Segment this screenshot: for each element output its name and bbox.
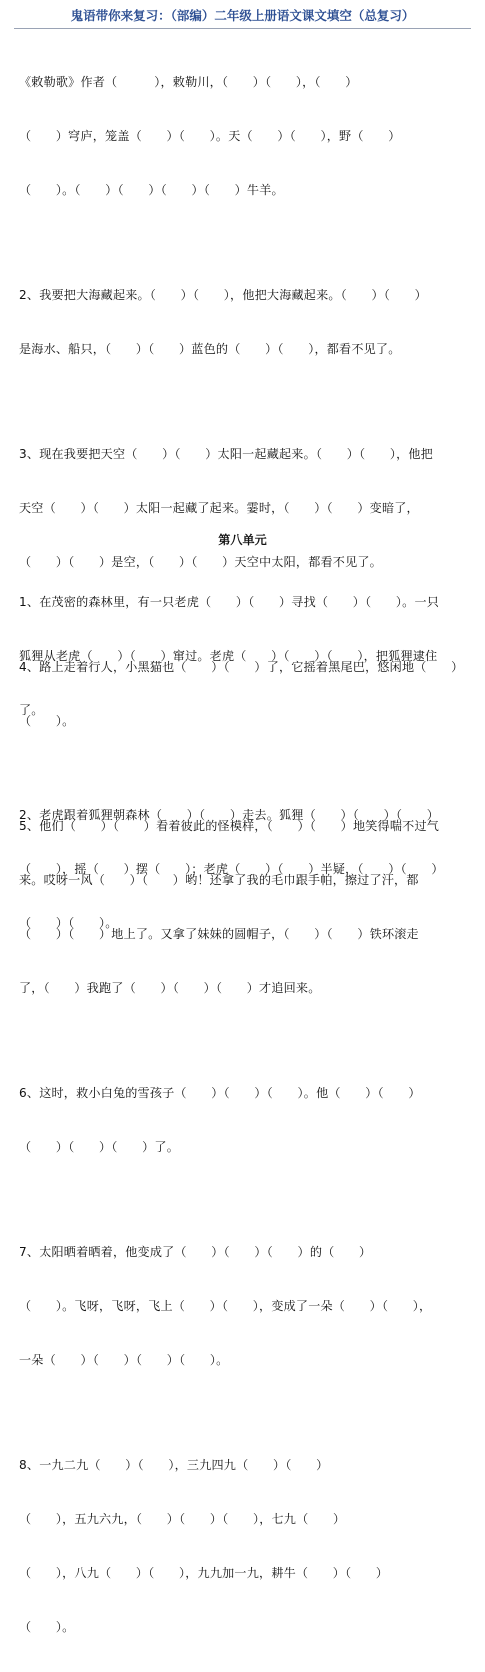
exercise-line: 2、老虎跟着狐狸朝森林（ ）（ ）走去。狐狸（ ）（ ）（ ）	[19, 808, 440, 822]
section-title: 第八单元	[218, 533, 267, 547]
exercise-line: （ ）（ ）（ ）了。	[19, 1140, 180, 1154]
exercise-line: 《敕勒歌》作者（ ），敕勒川，（ ）（ ），（ ）	[19, 75, 358, 89]
exercise-line: 了，（ ）我跑了（ ）（ ）（ ）才追回来。	[19, 981, 321, 995]
exercise-item-2	[19, 250, 469, 394]
exercise-line: （ ）（ ）地上了。又拿了妹妹的圆帽子，（ ）（ ）铁环滚走	[19, 927, 419, 941]
exercise-line: （ ），摇（ ）摆（ ）；老虎（ ）（ ）半疑，（ ）（ ）	[19, 862, 444, 876]
section-exercise-item-1	[19, 557, 469, 755]
exercise-line: （ ）。	[19, 1620, 75, 1634]
exercise-line: （ ）（ ）是空，（ ）（ ）天空中太阳，都看不见了。	[19, 555, 382, 569]
exercise-line: （ ）穹庐，笼盖（ ）（ ）。天（ ）（ ），野（ ）	[19, 129, 401, 143]
exercise-line: （ ）。	[19, 714, 75, 728]
exercise-line: 是海水、船只，（ ）（ ）蓝色的（ ）（ ），都看不见了。	[19, 342, 401, 356]
exercise-line: 4、路上走着行人，小黑猫也（ ）（ ）了，它摇着黑尾巴，悠闲地（ ）	[19, 660, 464, 674]
exercise-line: 1、在茂密的森林里，有一只老虎（ ）（ ）寻找（ ）（ ）。一只	[19, 595, 440, 609]
exercise-line: （ ）。飞呀，飞呀，飞上（ ）（ ），变成了一朵（ ）（ ），	[19, 1299, 432, 1313]
exercise-line: 7、太阳晒着晒着，他变成了（ ）（ ）（ ）的（ ）	[19, 1245, 372, 1259]
exercise-line: 了。	[19, 703, 44, 717]
document-header-title: 鬼语带你来复习：（部编）二年级上册语文课文填空（总复习）	[70, 8, 415, 23]
exercise-item-1	[19, 37, 469, 235]
header-divider	[14, 28, 471, 29]
exercise-item-7	[19, 1207, 469, 1405]
exercise-line: 8、一九二九（ ）（ ），三九四九（ ）（ ）	[19, 1458, 329, 1472]
exercise-line: 狐狸从老虎（ ）（ ）窜过。老虎（ ）（ ）（ ），把狐狸逮住	[19, 649, 438, 663]
exercise-line: 3、现在我要把天空（ ）（ ）太阳一起藏起来。（ ）（ ），他把	[19, 447, 433, 461]
exercise-line: 5、他们（ ）（ ）看着彼此的怪模样，（ ）（ ）地笑得喘不过气	[19, 819, 440, 833]
exercise-line: 6、这时，救小白兔的雪孩子（ ）（ ）（ ）。他（ ）（ ）	[19, 1086, 421, 1100]
exercise-line: 天空（ ）（ ）太阳一起藏了起来。霎时，（ ）（ ）变暗了，	[19, 501, 419, 515]
section-exercise-list	[19, 557, 469, 968]
exercise-line: 来。哎呀一风（ ）（ ）哟！还拿了我的毛巾跟手帕，擦过了汗，都	[19, 873, 419, 887]
exercise-line: 2、我要把大海藏起来。（ ）（ ），他把大海藏起来。（ ）（ ）	[19, 288, 427, 302]
exercise-line: （ ），八九（ ）（ ），九九加一九，耕牛（ ）（ ）	[19, 1566, 389, 1580]
exercise-line: （ ）（ ）。	[19, 916, 118, 930]
exercise-item-8	[19, 1420, 469, 1672]
exercise-line: （ ）。（ ）（ ）（ ）（ ）牛羊。	[19, 183, 284, 197]
section-exercise-item-2	[19, 770, 469, 968]
exercise-line: （ ），五九六九，（ ）（ ）（ ），七九（ ）	[19, 1512, 346, 1526]
exercise-item-6	[19, 1048, 469, 1192]
exercise-line: 一朵（ ）（ ）（ ）（ ）。	[19, 1353, 229, 1367]
